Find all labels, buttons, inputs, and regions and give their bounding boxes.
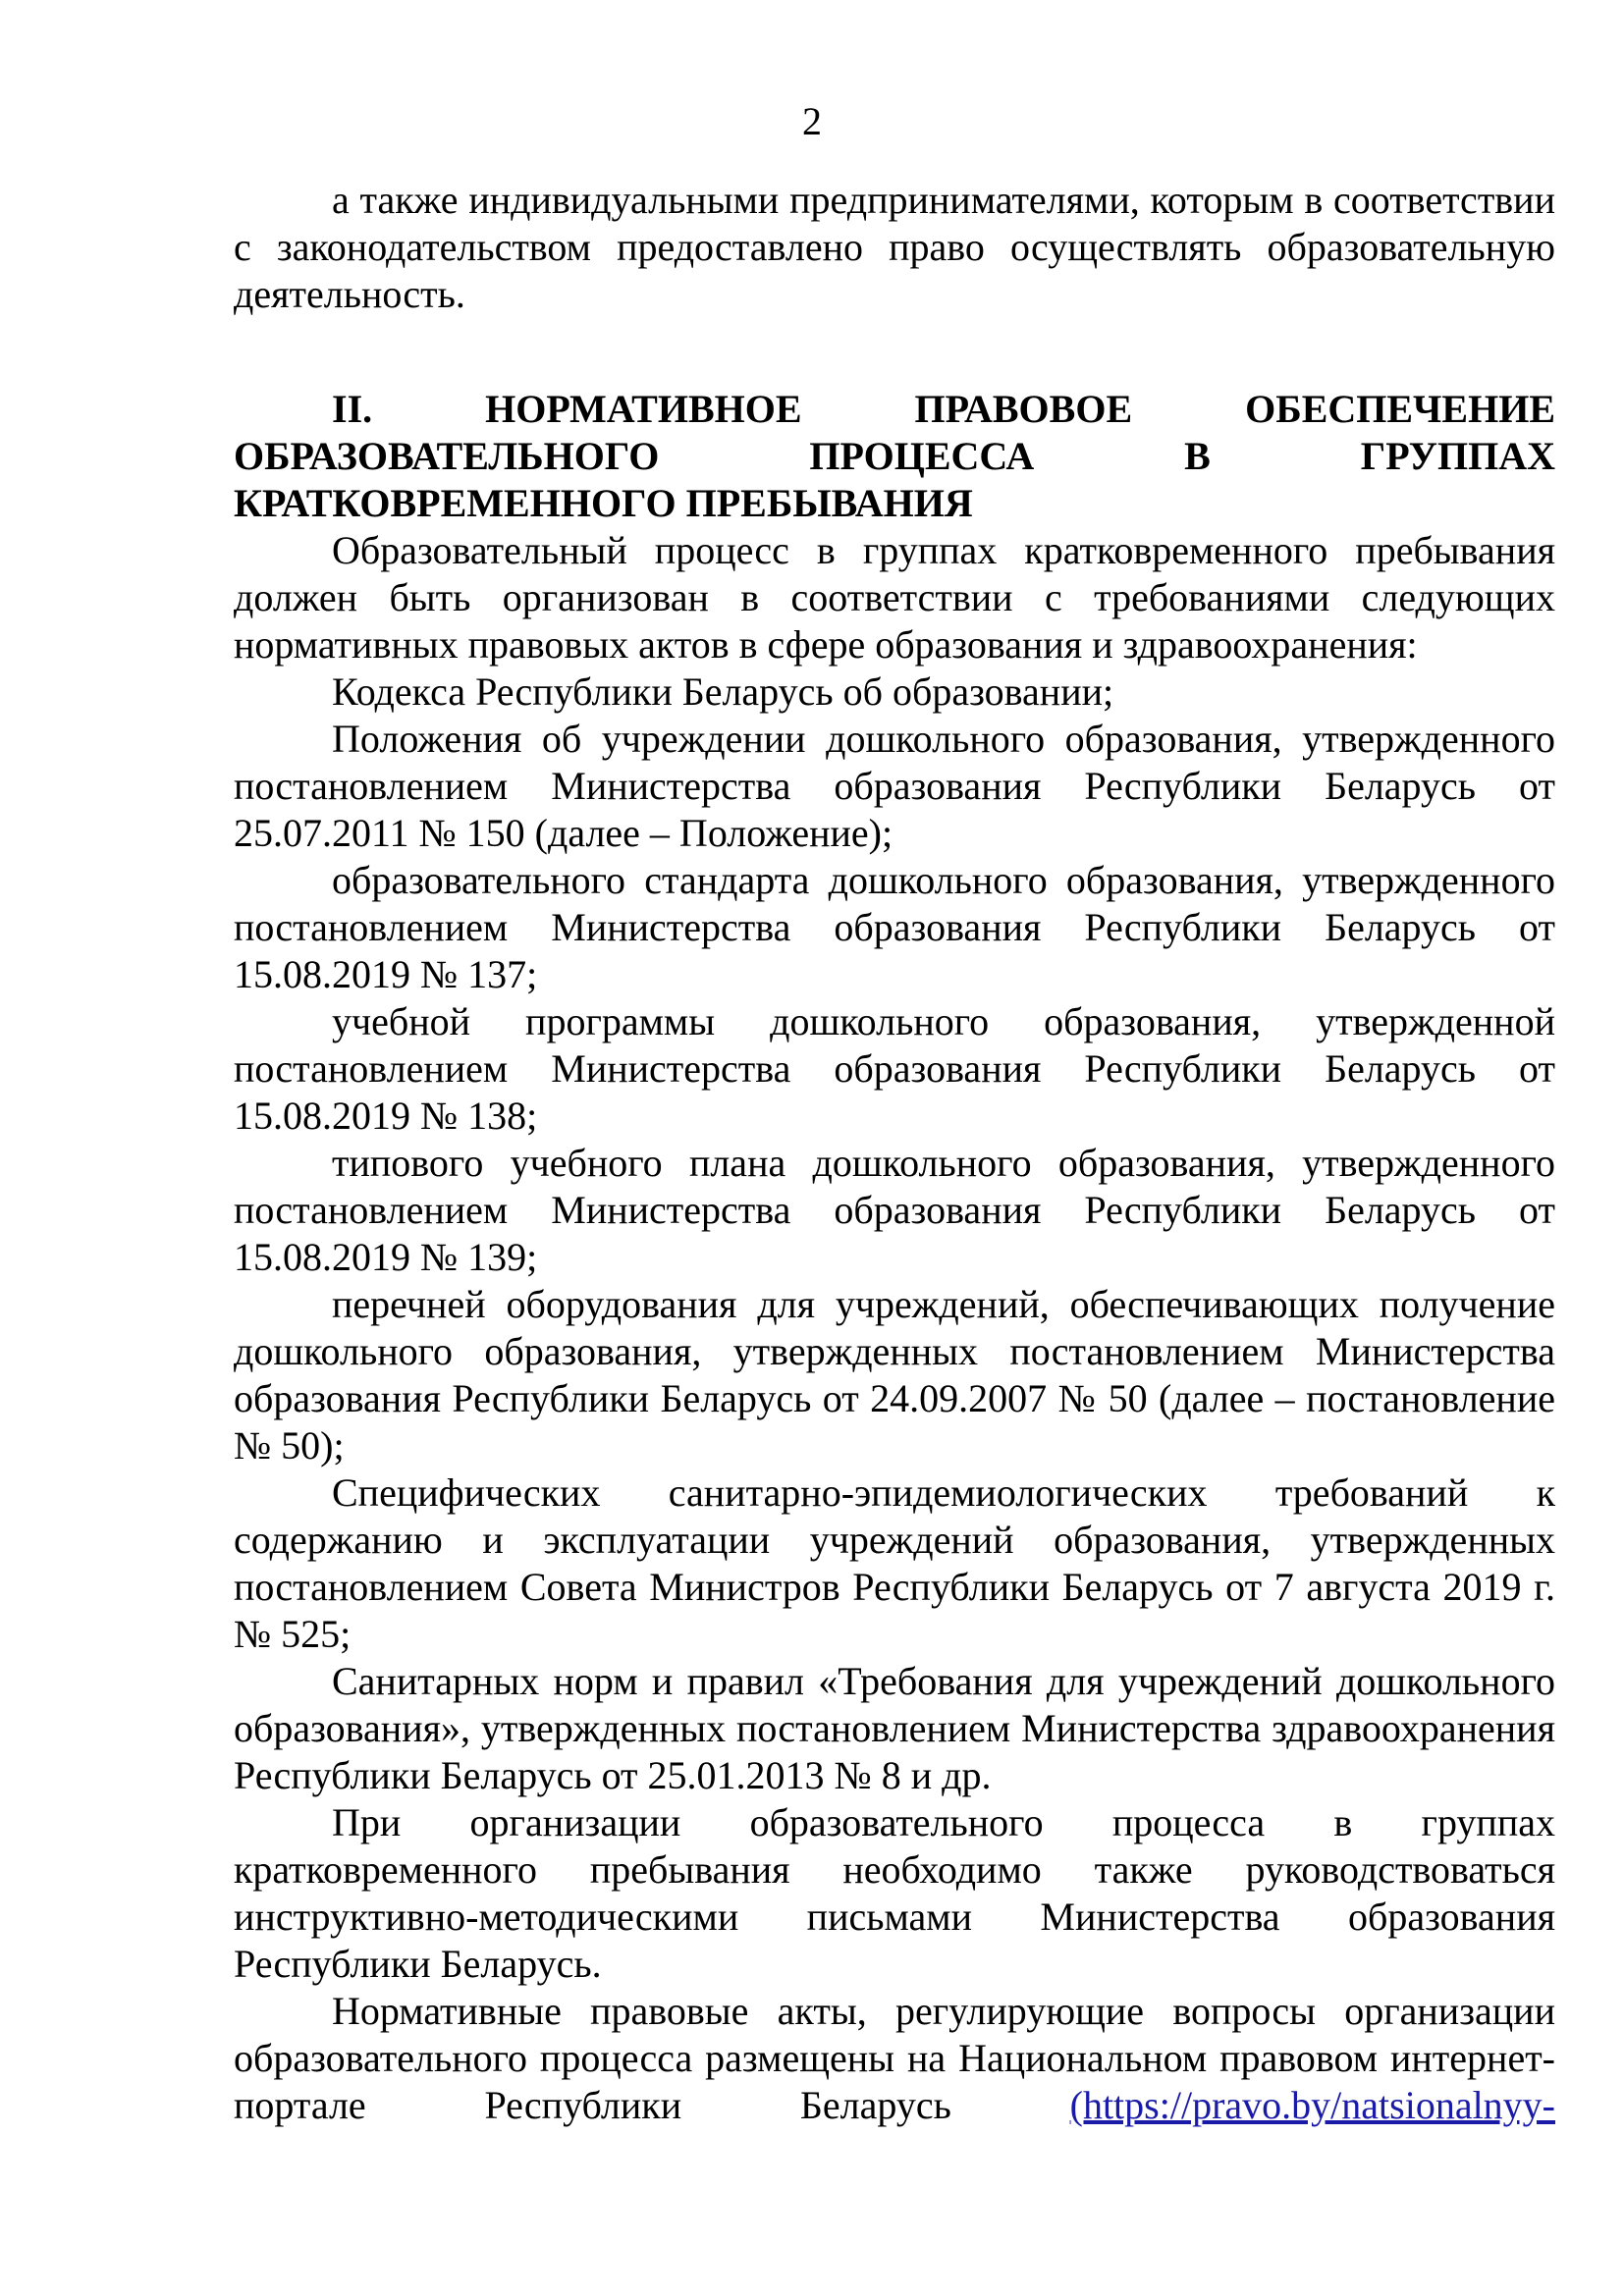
document-body	[234, 177, 1555, 2129]
list-item-regulation: Положения об учреждении дошкольного образования, утвержденного постановлением Министерства образования Республики Беларусь от 25.07.2011 № 150 (далее – Положение);	[234, 717, 1555, 855]
list-item-curriculum: учебной программы дошкольного образования, утвержденной постановлением Министерства образования Республики Беларусь от 15.08.2019 № 138;	[234, 999, 1555, 1138]
list-item-sanitary-norms: Санитарных норм и правил «Требования для учреждений дошкольного образования», утвержденных постановлением Министерства здравоохранения Республики Беларусь от 25.01.2013 № 8 и др.	[234, 1659, 1555, 1797]
portal-link[interactable]: (https://pravo.by/natsionalnyy-	[1069, 2083, 1555, 2127]
paragraph-portal	[234, 1988, 1555, 2129]
paragraph-intro: Образовательный процесс в группах кратковременного пребывания должен быть организован в соответствии с требованиями следующих нормативных правовых актов в сфере образования и здравоохранения:	[234, 528, 1555, 667]
list-item-standard: образовательного стандарта дошкольного образования, утвержденного постановлением Министерства образования Республики Беларусь от 15.08.2019 № 137;	[234, 858, 1555, 996]
list-item-sanitary-requirements: Специфических санитарно-эпидемиологических требований к содержанию и эксплуатации учреждений образования, утвержденных постановлением Совета Министров Республики Беларусь от 7 августа 2019 г. № 525;	[234, 1470, 1555, 1656]
paragraph-guidance: При организации образовательного процесса в группах кратковременного пребывания необходимо также руководствоваться инструктивно-методическими письмами Министерства образования Республики Беларусь.	[234, 1800, 1555, 1986]
section-heading: II. НОРМАТИВНОЕ ПРАВОВОЕ ОБЕСПЕЧЕНИЕ ОБРАЗОВАТЕЛЬНОГО ПРОЦЕССА В ГРУППАХ КРАТКОВРЕМЕННОГО ПРЕБЫВАНИЯ	[234, 387, 1555, 525]
paragraph-continuation: а также индивидуальными предпринимателями, которым в соответствии с законодательством предоставлено право осуществлять образовательную деятельность.	[234, 178, 1555, 316]
portal-text: Нормативные правовые акты, регулирующие вопросы организации образовательного процесса размещены на Национальном правовом интернет-портале Республики Беларусь	[234, 1989, 1555, 2127]
list-item-code: Кодекса Республики Беларусь об образовании;	[332, 669, 1114, 714]
list-item-study-plan: типового учебного плана дошкольного образования, утвержденного постановлением Министерства образования Республики Беларусь от 15.08.2019 № 139;	[234, 1141, 1555, 1279]
page-number: 2	[802, 99, 822, 143]
list-item-equipment: перечней оборудования для учреждений, обеспечивающих получение дошкольного образования, утвержденных постановлением Министерства образования Республики Беларусь от 24.09.2007 № 50 (далее – постановление № 50);	[234, 1282, 1555, 1468]
